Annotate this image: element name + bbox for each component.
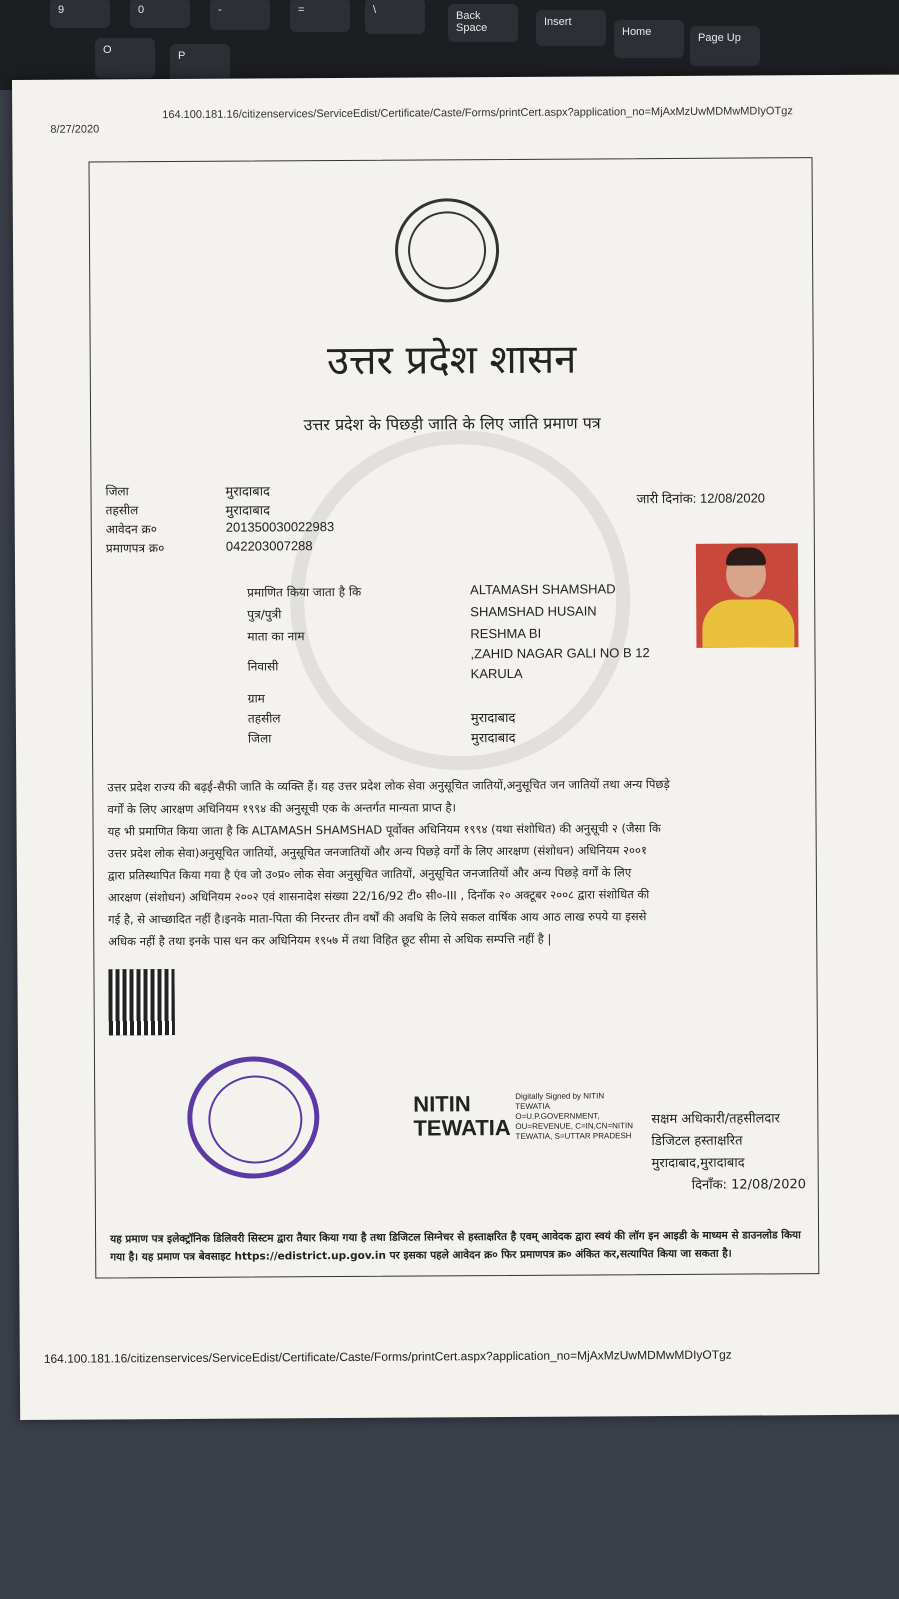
applicant-photo — [696, 543, 799, 648]
print-url: 164.100.181.16/citizenservices/ServiceEdist/Certificate/Caste/Forms/printCert.aspx?application_no=MjAxMzUwMDMwMDIyOTgz — [162, 105, 793, 122]
key-insert: Insert — [536, 10, 606, 46]
officer-title: सक्षम अधिकारी/तहसीलदार — [651, 1111, 780, 1128]
cyber-cafe-stamp — [187, 1056, 320, 1179]
label-tehsil: तहसील — [105, 503, 139, 518]
label-district-2: जिला — [247, 731, 272, 746]
value-district: मुरादाबाद — [225, 483, 270, 499]
label-certified: प्रमाणित किया जाता है कि — [247, 584, 362, 600]
paragraph-line: उत्तर प्रदेश राज्य की बढ़ई-सैफी जाति के व्यक्ति हैं। यह उत्तर प्रदेश लोक सेवा अनुसूचित जातियों,अनुसूचित जन जातियों तथा अन्य पिछड़े — [107, 776, 670, 795]
footer-note: यह प्रमाण पत्र इलेक्ट्रॉनिक डिलिवरी सिस्टम द्वारा तैयार किया गया है तथा डिजिटल सिग्नेचर से हस्ताक्षरित है एवम् आवेदक द्वारा स्वयं की लॉग इन आइडी के माध्यम से डाउनलोड किया गया है। यह प्रमाण पत्र बेवसाइट https://edistrict.up.gov.in पर इसका पहले आवेदन क्र० फिर प्रमाणपत्र क्र० अंकित कर,सत्यापित किया जा सकता है। — [110, 1229, 801, 1264]
officer-digital: डिजिटल हस्ताक्षरित — [651, 1133, 743, 1150]
label-mother: माता का नाम — [247, 629, 305, 644]
value-tehsil-2: मुरादाबाद — [470, 709, 516, 726]
signer-name-line1: NITIN — [413, 1091, 471, 1117]
key-pageup: Page Up — [690, 26, 760, 66]
paragraph-line: आरक्षण (संशोधन) अधिनियम २००२ एवं शासनादेश संख्या 22/16/92 टी० सी०-III , दिनाँक २० अक्टूबर २००८ द्वारा संशोधित की — [107, 887, 650, 905]
value-village: KARULA — [470, 665, 523, 682]
key-0: 0 — [130, 0, 190, 28]
certificate-subtitle: उत्तर प्रदेश के पिछड़ी जाति के लिए जाति प्रमाण पत्र — [303, 413, 601, 435]
paragraph-line: यह भी प्रमाणित किया जाता है कि ALTAMASH SHAMSHAD पूर्वोक्त अधिनियम १९९४ (यथा संशोधित) की अनुसूची २ (जैसा कि — [107, 821, 661, 839]
key-minus: - — [210, 0, 270, 30]
value-name: ALTAMASH SHAMSHAD — [470, 581, 616, 598]
certificate-border — [88, 157, 819, 1278]
label-certificate-no: प्रमाणपत्र क्र० — [105, 541, 165, 556]
issue-date: जारी दिनांक: 12/08/2020 — [636, 490, 766, 507]
value-district-2: मुरादाबाद — [470, 729, 516, 746]
up-government-seal — [395, 198, 500, 303]
certificate-paragraph — [107, 772, 808, 952]
paragraph-line: द्वारा प्रतिस्थापित किया गया है एंव जो उ०प्र० लोक सेवा अनुसूचित जातियों, अनुसूचित जनजातियों और अन्य पिछड़े वर्गों के लिए — [107, 865, 632, 883]
paragraph-line: गई है, से आच्छादित नहीं है।इनके माता-पिता की निरन्तर तीन वर्षों की अवधि के लिये सकल वार्षिक आय आठ लाख रुपये या इससे — [108, 909, 647, 927]
print-footer-url: 164.100.181.16/citizenservices/ServiceEdist/Certificate/Caste/Forms/printCert.aspx?application_no=MjAxMzUwMDMwMDIyOTgz — [43, 1347, 732, 1366]
key-p: P — [170, 44, 230, 84]
seal-watermark — [289, 429, 631, 771]
value-mother: RESHMA BI — [470, 625, 542, 642]
officer-block — [651, 1108, 806, 1197]
value-certificate-no: 042203007288 — [225, 538, 313, 554]
government-heading: उत्तर प्रदेश शासन — [326, 336, 577, 385]
paragraph-line: अधिक नहीं है तथा इनके पास धन कर अधिनियम १९५७ में तथा विहित छूट सीमा से अधिक सम्पत्ति नहीं है | — [108, 931, 552, 949]
key-equals: = — [290, 0, 350, 32]
key-home: Home — [614, 20, 684, 58]
signer-name-line2: TEWATIA — [413, 1114, 511, 1141]
label-application-no: आवेदन क्र० — [105, 522, 158, 537]
label-resident: निवासी — [247, 659, 279, 674]
digital-sign-details: Digitally Signed by NITIN TEWATIA O=U.P.GOVERNMENT, OU=REVENUE, C=IN,CN=NITIN TEWATIA, S=UTTAR PRADESH — [515, 1091, 634, 1141]
value-father: SHAMSHAD HUSAIN — [470, 603, 597, 620]
digital-signature-block — [413, 1091, 634, 1141]
label-district: जिला — [105, 484, 129, 499]
paragraph-line: उत्तर प्रदेश लोक सेवा)अनुसूचित जातियों, अनुसूचित जनजातियों और अन्य पिछड़े वर्गों के लिए आरक्षण (संशोधन) अधिनियम २००१ — [107, 843, 647, 861]
key-o: O — [95, 38, 155, 78]
value-application-no: 201350030022983 — [225, 519, 335, 535]
label-tehsil-2: तहसील — [247, 711, 281, 726]
key-9: 9 — [50, 0, 110, 28]
value-address: ,ZAHID NAGAR GALI NO B 12 — [470, 645, 650, 662]
key-backslash: \ — [365, 0, 425, 34]
print-date: 8/27/2020 — [50, 123, 100, 136]
qr-code — [108, 969, 174, 1035]
paragraph-line: वर्गों के लिए आरक्षण अधिनियम १९९४ की अनुसूची एक के अन्तर्गत मान्यता प्राप्त है। — [107, 800, 457, 817]
officer-date: दिनाँक: 12/08/2020 — [691, 1177, 807, 1193]
key-backspace: Back Space — [448, 4, 518, 42]
printed-sheet — [12, 75, 899, 1420]
value-tehsil: मुरादाबाद — [225, 502, 271, 518]
label-son-daughter: पुत्र/पुत्री — [247, 607, 282, 622]
label-village: ग्राम — [247, 691, 265, 706]
officer-location: मुरादाबाद,मुरादाबाद — [651, 1155, 745, 1172]
